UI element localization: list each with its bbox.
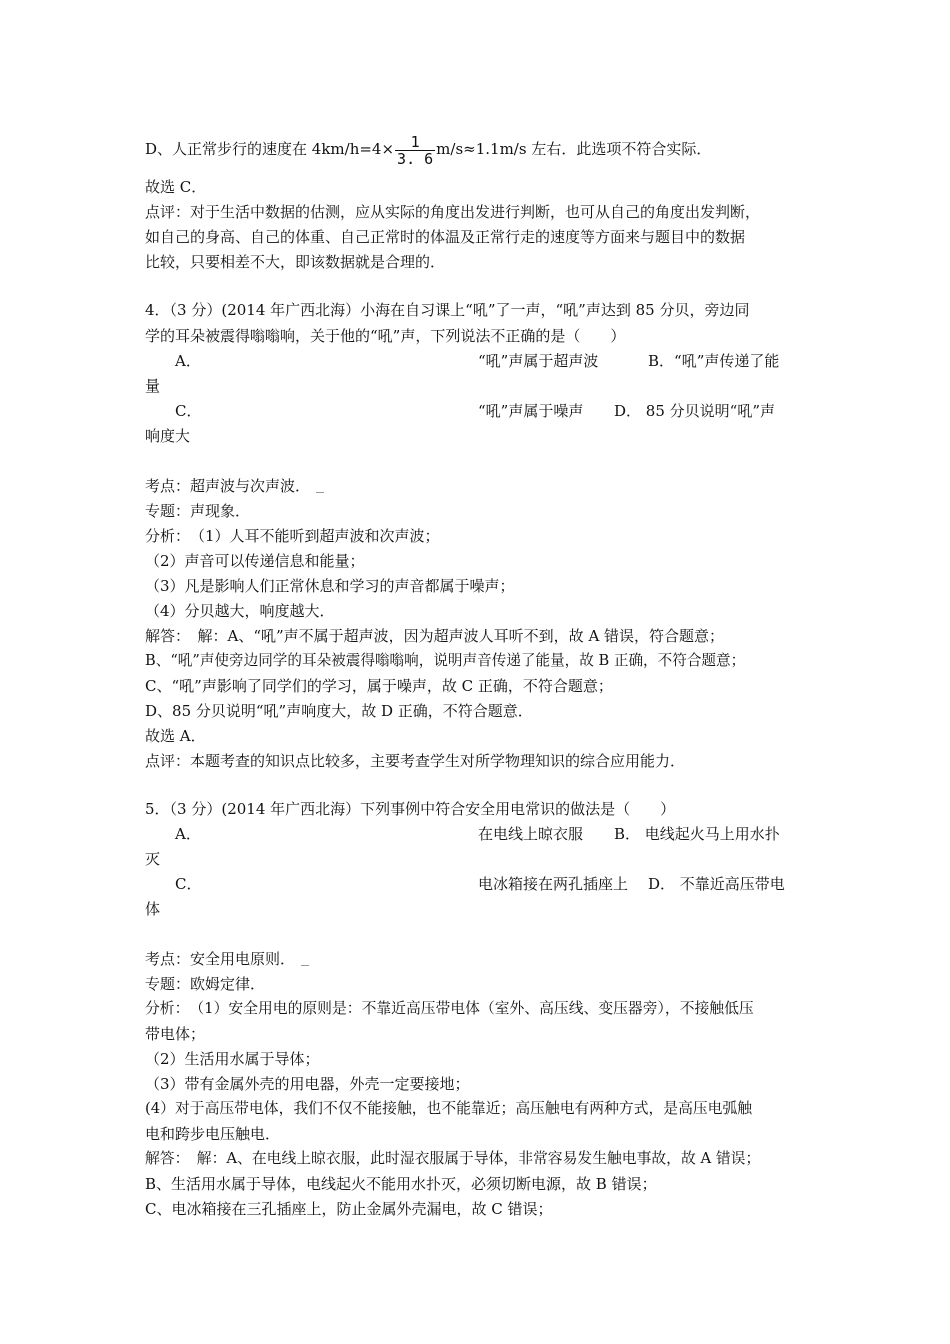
q5-option-d-wrap: 体 [145,900,161,918]
q5-jieda-1: 解答： 解：A、在电线上晾衣服，此时湿衣服属于导体，非常容易发生触电事故，故 A 错误； [145,1150,761,1167]
q3-d-prefix: D、人正常步行的速度在 4km/h=4× [145,140,395,158]
q4-comment: 点评：本题考查的知识点比较多，主要考查学生对所学物理知识的综合应用能力． [145,752,686,770]
q5-option-c-label: C． [175,875,202,893]
q3-comment-line-2: 如自己的身高、自己的体重、自己正常时的体温及正常行走的速度等方面来与题目中的数据 [145,228,746,246]
q5-fenxi-4-wrap: 电和跨步电压触电． [145,1125,281,1143]
q3-comment-line-3: 比较，只要相差不大，即该数据就是合理的． [145,253,446,271]
q3-comment-line-1: 点评：对于生活中数据的估测，应从实际的角度出发进行判断，也可从自己的角度出发判断， [145,203,761,221]
q5-fenxi-2: （2）生活用水属于导体； [145,1050,320,1068]
q5-option-a-label: A． [175,825,201,843]
q3-d-suffix: m/s≈1.1m/s 左右．此选项不符合实际． [436,140,712,158]
q4-option-a-text: “吼”声属于超声波 [478,352,599,370]
q4-kaodian [145,476,324,496]
q5-jieda-3: C、电冰箱接在三孔插座上，防止金属外壳漏电，故 C 错误； [145,1200,553,1218]
q5-option-c-text: 电冰箱接在两孔插座上 [478,875,629,893]
q4-fenxi-4: （4）分贝越大，响度越大． [145,602,335,620]
q5-option-b-text: B． 电线起火马上用水扑 [614,825,780,843]
q5-fenxi-1: 分析： （1）安全用电的原则是：不靠近高压带电体（室外、高压线、变压器旁），不接触低压 [145,1000,754,1017]
q4-option-a-label: A． [175,352,201,370]
q4-fenxi-3: （3）凡是影响人们正常休息和学习的声音都属于噪声； [145,577,515,595]
q5-fenxi-4: (4）对于高压带电体，我们不仅不能接触，也不能靠近；高压触电有两种方式，是高压电弧触 [145,1100,753,1117]
q5-fenxi-1-wrap: 带电体； [145,1025,206,1043]
fraction [395,134,435,167]
q5-option-a-text: 在电线上晾衣服 [478,825,584,843]
q3-option-d-explanation [145,133,711,167]
underline-mark [316,492,324,493]
underline-mark [301,965,309,966]
q5-option-b-wrap: 灭 [145,850,161,868]
q4-kaodian-text: 考点：超声波与次声波． [145,477,311,495]
q5-kaodian-text: 考点：安全用电原则． [145,950,296,968]
q5-option-d-text: D． 不靠近高压带电 [648,875,785,893]
q4-answer: 故选 A． [145,727,206,745]
q5-zhuanti: 专题：欧姆定律． [145,975,266,993]
q5-kaodian [145,949,309,969]
q4-fenxi-2: （2）声音可以传递信息和能量； [145,552,365,570]
q5-stem-line-1: 5．（3 分）(2014 年广西北海）下列事例中符合安全用电常识的做法是（ ） [145,800,676,818]
q4-option-d-wrap: 响度大 [145,427,191,445]
q3-answer: 故选 C． [145,178,207,196]
q4-jieda-2: B、“吼”声使旁边同学的耳朵被震得嗡嗡响，说明声音传递了能量，故 B 正确，不符合题意； [145,652,746,669]
q4-option-b-wrap: 量 [145,377,161,395]
q4-option-b-text: B．“吼”声传递了能 [648,352,780,370]
q5-fenxi-3: （3）带有金属外壳的用电器，外壳一定要接地； [145,1075,470,1093]
q4-option-d-text: D． 85 分贝说明“吼”声 [614,402,775,420]
q4-option-c-label: C． [175,402,202,420]
q4-stem-line-1: 4．（3 分）(2014 年广西北海）小海在自习课上“吼”了一声，“吼”声达到 85 分贝，旁边同 [145,301,750,319]
q4-fenxi-1: 分析： （1）人耳不能听到超声波和次声波； [145,527,440,545]
q4-jieda-4: D、85 分贝说明“吼”声响度大，故 D 正确，不符合题意． [145,702,533,720]
fraction-denominator: 3. 6 [397,149,434,168]
q5-jieda-2: B、生活用水属于导体，电线起火不能用水扑灭，必须切断电源，故 B 错误； [145,1175,657,1193]
q4-jieda-1: 解答： 解：A、“吼”声不属于超声波，因为超声波人耳听不到，故 A 错误，符合题意； [145,627,725,645]
q4-option-c-text: “吼”声属于噪声 [478,402,584,420]
q4-jieda-3: C、“吼”声影响了同学们的学习，属于噪声，故 C 正确，不符合题意； [145,677,613,695]
q4-stem-line-2: 学的耳朵被震得嗡嗡响，关于他的“吼”声，下列说法不正确的是（ ） [145,327,626,345]
fraction-numerator: 1 [395,134,435,151]
q4-zhuanti: 专题：声现象． [145,502,251,520]
